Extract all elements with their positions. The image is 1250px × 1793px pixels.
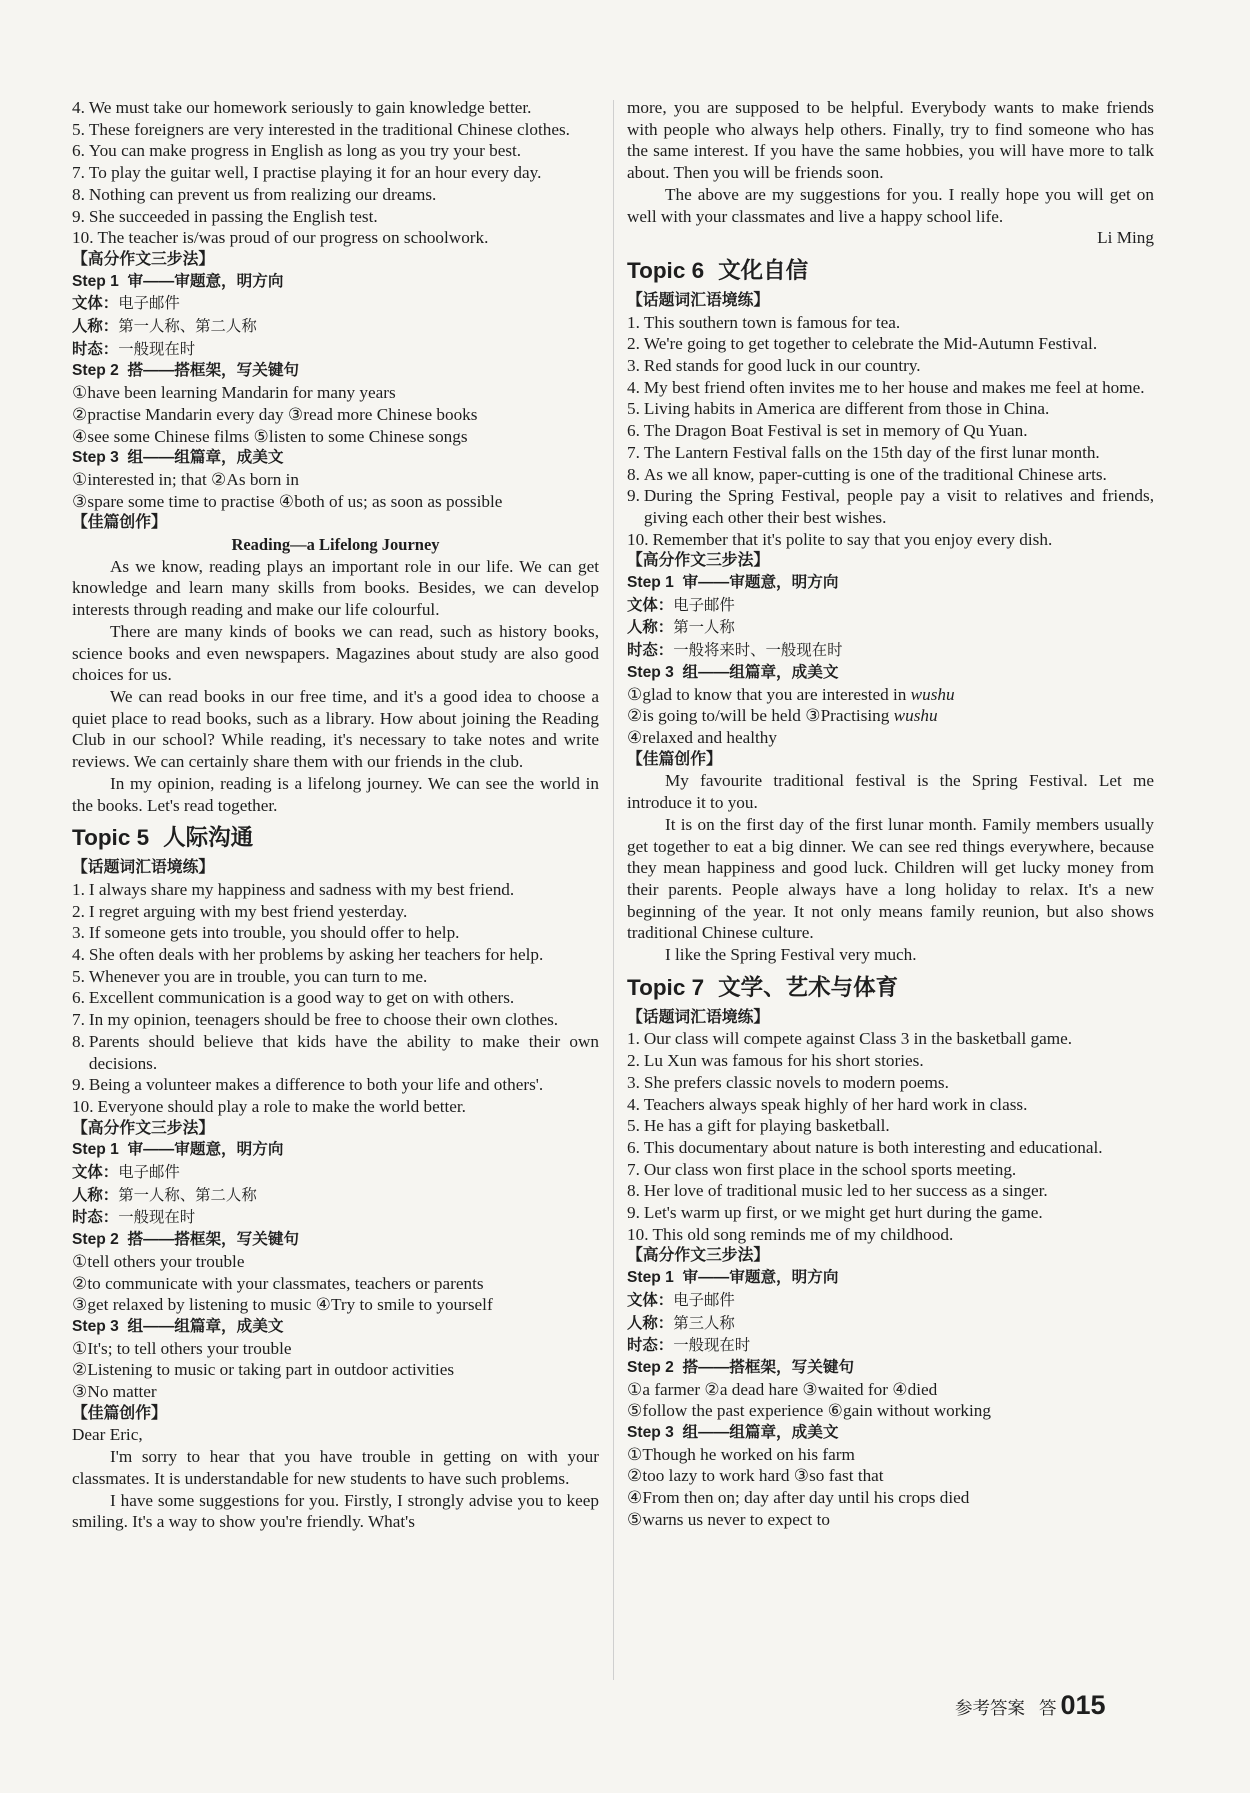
key-phrase-line: ④From then on; day after day until his crops died bbox=[627, 1488, 970, 1508]
essay-title: Reading—a Lifelong Journey bbox=[231, 535, 440, 555]
footer-label: 参考答案 bbox=[955, 1698, 1025, 1718]
key-phrase-line: ⑤follow the past experience ⑥gain without working bbox=[627, 1401, 991, 1421]
topic6-heading: Topic 6 文化自信 bbox=[627, 257, 809, 283]
list-item: 4. She often deals with her problems by asking her teachers for help. bbox=[72, 945, 544, 965]
vocab-practice-heading: 【话题词汇语境练】 bbox=[627, 291, 770, 309]
key-phrase-line: ①tell others your trouble bbox=[72, 1251, 245, 1271]
list-item: 2. Lu Xun was famous for his short stories. bbox=[627, 1051, 924, 1071]
topic5-vocab-list bbox=[72, 879, 599, 1118]
list-item: 7. To play the guitar well, I practise playing it for an hour every day. bbox=[72, 163, 542, 183]
essay-paragraph: I like the Spring Festival very much. bbox=[665, 945, 917, 965]
letter-salutation: Dear Eric, bbox=[72, 1425, 143, 1445]
key-phrase-line: ⑤warns us never to expect to bbox=[627, 1509, 830, 1529]
list-item: 4. Teachers always speak highly of her hard work in class. bbox=[627, 1094, 1028, 1114]
step2-line: Step 2 搭——搭框架，写关键句 bbox=[72, 362, 300, 380]
list-item: 10. This old song reminds me of my childhood. bbox=[627, 1224, 954, 1244]
list-item: 8. Her love of traditional music led to her success as a singer. bbox=[627, 1181, 1048, 1201]
model-essay-heading: 【佳篇创作】 bbox=[72, 514, 167, 532]
essay-paragraph: I have some suggestions for you. Firstly, I strongly advise you to keep smiling. It's a way to show you're friendly. What's bbox=[72, 1490, 599, 1532]
list-item: 7. The Lantern Festival falls on the 15th day of the first lunar month. bbox=[627, 442, 1100, 462]
page-footer bbox=[955, 1690, 1106, 1721]
list-item: 5. Living habits in America are different from those in China. bbox=[627, 399, 1050, 419]
key-phrase-line: ②too lazy to work hard ③so fast that bbox=[627, 1466, 884, 1486]
topic6-vocab-list bbox=[627, 312, 1154, 551]
genre-line: 文体：电子邮件 bbox=[627, 1291, 735, 1309]
key-phrase-line: ②to communicate with your classmates, teachers or parents bbox=[72, 1273, 484, 1293]
list-item: 7. In my opinion, teenagers should be free to choose their own clothes. bbox=[72, 1010, 559, 1030]
list-item: 8. Parents should believe that kids have the ability to make their own decisions. bbox=[72, 1031, 599, 1073]
key-phrase-line: ①It's; to tell others your trouble bbox=[72, 1338, 292, 1358]
list-item: 6. This documentary about nature is both interesting and educational. bbox=[627, 1137, 1103, 1157]
topic5-heading: Topic 5 人际沟通 bbox=[72, 825, 254, 851]
key-phrase-line: ②practise Mandarin every day ③read more Chinese books bbox=[72, 404, 478, 424]
step1-line: Step 1 审——审题意，明方向 bbox=[627, 1269, 839, 1287]
list-item: 3. She prefers classic novels to modern poems. bbox=[627, 1072, 949, 1092]
essay-paragraph: There are many kinds of books we can read, such as history books, science books and even newspapers. Magazines about study are also good choices for us. bbox=[72, 621, 599, 685]
list-item: 2. We're going to get together to celebrate the Mid-Autumn Festival. bbox=[627, 334, 1098, 354]
key-phrase-line: ③spare some time to practise ④both of us; as soon as possible bbox=[72, 491, 503, 511]
writing-steps-heading: 【高分作文三步法】 bbox=[72, 250, 215, 268]
person-line: 人称：第一人称、第二人称 bbox=[72, 1186, 257, 1204]
essay-paragraph: My favourite traditional festival is the Spring Festival. Let me introduce it to you. bbox=[627, 771, 1154, 813]
list-item: 9. Being a volunteer makes a difference to both your life and others'. bbox=[72, 1075, 544, 1095]
list-item: 7. Our class won first place in the school sports meeting. bbox=[627, 1159, 1017, 1179]
tense-line: 时态：一般现在时 bbox=[72, 1209, 196, 1227]
key-phrase-line: ④see some Chinese films ⑤listen to some Chinese songs bbox=[72, 426, 468, 446]
step3-line: Step 3 组——组篇章，成美文 bbox=[627, 663, 839, 681]
genre-line: 文体：电子邮件 bbox=[72, 295, 180, 313]
essay-paragraph: As we know, reading plays an important role in our life. We can get knowledge and learn many skills from books. Besides, we can develop interests through reading and make our life colourful. bbox=[72, 556, 599, 620]
writing-steps-heading: 【高分作文三步法】 bbox=[627, 552, 770, 570]
essay-paragraph-continued: more, you are supposed to be helpful. Everybody wants to make friends with people who always help others. Finally, try to find someone who has the same interest. If you have the same hobbies, you will have more to talk about. Then you will be friends soon. bbox=[627, 98, 1154, 183]
list-item: 6. The Dragon Boat Festival is set in memory of Qu Yuan. bbox=[627, 421, 1028, 441]
topic4-vocab-list bbox=[72, 97, 599, 249]
tense-line: 时态：一般现在时 bbox=[72, 340, 196, 358]
key-phrase-line: ④relaxed and healthy bbox=[627, 727, 777, 747]
step2-line: Step 2 搭——搭框架，写关键句 bbox=[72, 1231, 300, 1249]
model-essay-heading: 【佳篇创作】 bbox=[627, 750, 722, 768]
model-essay-heading: 【佳篇创作】 bbox=[72, 1404, 167, 1422]
essay-paragraph: It is on the first day of the first lunar month. Family members usually get together to eat a big dinner. We can see red things everywhere, because they mean happiness and good luck. Children will get lucky money from their parents. People always have a long holiday to relax. It's a new beginning of the year. It not only means family reunion, but also shows traditional Chinese culture. bbox=[627, 814, 1154, 943]
topic7-heading: Topic 7 文学、艺术与体育 bbox=[627, 974, 899, 1000]
step3-line: Step 3 组——组篇章，成美文 bbox=[627, 1424, 839, 1442]
page-number: 015 bbox=[1060, 1690, 1106, 1720]
step3-line: Step 3 组——组篇章，成美文 bbox=[72, 1317, 284, 1335]
letter-signature: Li Ming bbox=[1097, 228, 1154, 248]
list-item: 3. Red stands for good luck in our country. bbox=[627, 356, 921, 376]
essay-paragraph: I'm sorry to hear that you have trouble in getting on with your classmates. It is understandable for new students to have such problems. bbox=[72, 1447, 599, 1488]
key-phrase-line: ①Though he worked on his farm bbox=[627, 1444, 855, 1464]
list-item: 10. Remember that it's polite to say that you enjoy every dish. bbox=[627, 529, 1053, 549]
list-item: 1. I always share my happiness and sadness with my best friend. bbox=[72, 879, 515, 899]
key-phrase-line: ②Listening to music or taking part in outdoor activities bbox=[72, 1360, 455, 1380]
column-divider bbox=[613, 100, 614, 1680]
list-item: 6. Excellent communication is a good way to get on with others. bbox=[72, 988, 515, 1008]
tense-line: 时态：一般现在时 bbox=[627, 1337, 751, 1355]
list-item: 1. This southern town is famous for tea. bbox=[627, 312, 901, 332]
key-phrase-line: ③No matter bbox=[72, 1382, 157, 1402]
essay-paragraph: In my opinion, reading is a lifelong journey. We can see the world in the books. Let's read together. bbox=[72, 773, 599, 815]
person-line: 人称：第一人称 bbox=[627, 619, 735, 637]
step3-line: Step 3 组——组篇章，成美文 bbox=[72, 449, 284, 467]
list-item: 4. My best friend often invites me to her house and makes me feel at home. bbox=[627, 377, 1145, 397]
list-item: 5. Whenever you are in trouble, you can turn to me. bbox=[72, 966, 428, 986]
list-item: 1. Our class will compete against Class 3 in the basketball game. bbox=[627, 1029, 1073, 1049]
topic7-vocab-list bbox=[627, 1028, 1154, 1245]
key-phrase-line: ①a farmer ②a dead hare ③waited for ④died bbox=[627, 1379, 938, 1399]
list-item: 9. Let's warm up first, or we might get hurt during the game. bbox=[627, 1203, 1043, 1223]
genre-line: 文体：电子邮件 bbox=[627, 596, 735, 614]
list-item: 6. You can make progress in English as long as you try your best. bbox=[72, 141, 522, 161]
list-item: 9. During the Spring Festival, people pay a visit to relatives and friends, giving each other their best wishes. bbox=[627, 486, 1154, 527]
vocab-practice-heading: 【话题词汇语境练】 bbox=[627, 1008, 770, 1026]
step1-line: Step 1 审——审题意，明方向 bbox=[72, 272, 284, 290]
list-item: 4. We must take our homework seriously to gain knowledge better. bbox=[72, 98, 532, 117]
person-line: 人称：第一人称、第二人称 bbox=[72, 318, 257, 336]
right-column bbox=[627, 97, 1154, 1531]
footer-prefix: 答 bbox=[1039, 1698, 1057, 1718]
list-item: 10. Everyone should play a role to make the world better. bbox=[72, 1096, 466, 1116]
list-item: 10. The teacher is/was proud of our progress on schoolwork. bbox=[72, 228, 489, 248]
list-item: 3. If someone gets into trouble, you should offer to help. bbox=[72, 923, 460, 943]
vocab-practice-heading: 【话题词汇语境练】 bbox=[72, 859, 215, 877]
key-phrase-line: ①glad to know that you are interested in wushu bbox=[627, 684, 955, 704]
essay-paragraph: We can read books in our free time, and it's a good idea to choose a quiet place to read books, such as a library. How about joining the Reading Club in our school? While reading, it's necessary to take notes and write reviews. We can certainly share them with our friends in the club. bbox=[72, 686, 599, 772]
key-phrase-line: ③get relaxed by listening to music ④Try to smile to yourself bbox=[72, 1295, 493, 1315]
list-item: 8. As we all know, paper-cutting is one of the traditional Chinese arts. bbox=[627, 464, 1107, 484]
tense-line: 时态：一般将来时、一般现在时 bbox=[627, 642, 843, 660]
key-phrase-line: ①have been learning Mandarin for many years bbox=[72, 383, 396, 403]
genre-line: 文体：电子邮件 bbox=[72, 1164, 180, 1182]
key-phrase-line: ①interested in; that ②As born in bbox=[72, 469, 300, 489]
writing-steps-heading: 【高分作文三步法】 bbox=[72, 1119, 215, 1137]
step1-line: Step 1 审——审题意，明方向 bbox=[72, 1141, 284, 1159]
list-item: 2. I regret arguing with my best friend yesterday. bbox=[72, 901, 408, 921]
person-line: 人称：第三人称 bbox=[627, 1314, 735, 1332]
left-column bbox=[72, 97, 599, 1533]
step1-line: Step 1 审——审题意，明方向 bbox=[627, 574, 839, 592]
list-item: 9. She succeeded in passing the English test. bbox=[72, 206, 378, 226]
list-item: 8. Nothing can prevent us from realizing our dreams. bbox=[72, 184, 437, 204]
essay-paragraph: The above are my suggestions for you. I really hope you will get on well with your classmates and live a happy school life. bbox=[627, 184, 1154, 226]
step2-line: Step 2 搭——搭框架，写关键句 bbox=[627, 1358, 855, 1376]
list-item: 5. These foreigners are very interested in the traditional Chinese clothes. bbox=[72, 119, 570, 139]
list-item: 5. He has a gift for playing basketball. bbox=[627, 1116, 890, 1136]
key-phrase-line: ②is going to/will be held ③Practising wushu bbox=[627, 706, 938, 726]
writing-steps-heading: 【高分作文三步法】 bbox=[627, 1247, 770, 1265]
